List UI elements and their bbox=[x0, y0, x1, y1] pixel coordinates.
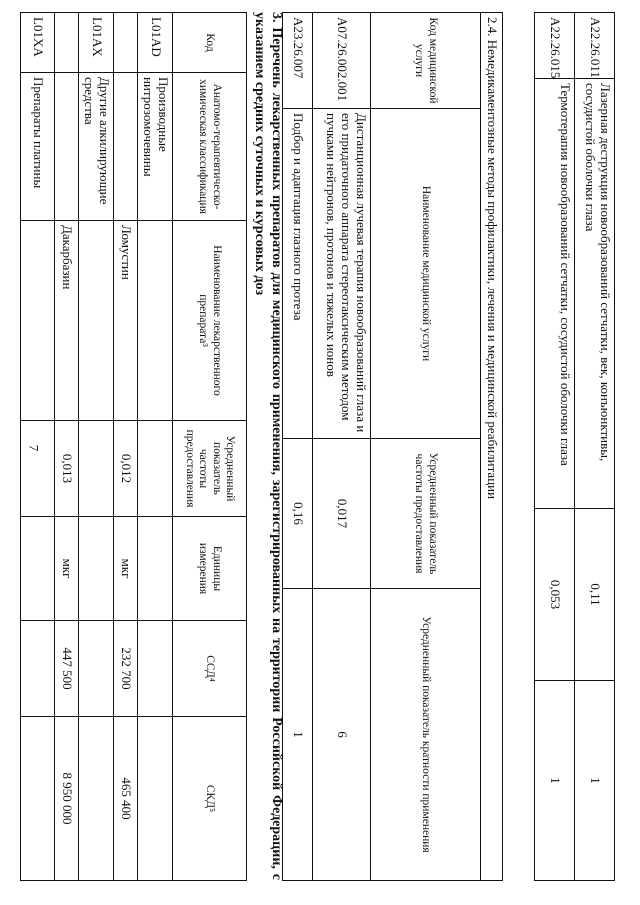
frequency-value: 0,053 bbox=[535, 509, 575, 681]
table-drugs bbox=[20, 12, 247, 881]
atc-group bbox=[114, 73, 138, 221]
header-drug-name: Наименование лекарственного препарата³ bbox=[173, 221, 247, 421]
table-row bbox=[79, 13, 114, 881]
skd-value bbox=[138, 717, 173, 881]
ssd-value bbox=[79, 621, 114, 717]
skd-value bbox=[79, 717, 114, 881]
frequency-value: 0,013 bbox=[55, 421, 79, 517]
table-previous bbox=[534, 12, 615, 881]
multiplicity-value: 1 bbox=[283, 589, 313, 881]
table-row bbox=[21, 13, 55, 881]
table-row bbox=[313, 13, 371, 881]
atc-code bbox=[55, 13, 79, 73]
frequency-value: 0,11 bbox=[575, 509, 615, 681]
service-code: A22.26.011 bbox=[575, 13, 615, 79]
unit-value bbox=[79, 517, 114, 621]
header-code: Код bbox=[173, 13, 247, 73]
atc-group: Другие алкилирующие средства bbox=[79, 73, 114, 221]
table-row bbox=[138, 13, 173, 881]
table-row bbox=[535, 13, 575, 881]
skd-value bbox=[21, 717, 55, 881]
multiplicity-value: 1 bbox=[575, 681, 615, 881]
header-service-name: Наименование медицинской услуги bbox=[371, 109, 481, 439]
table-row bbox=[55, 13, 79, 881]
table-row bbox=[114, 13, 138, 881]
atc-group: Производные нитрозомочевины bbox=[138, 73, 173, 221]
drug-name bbox=[79, 221, 114, 421]
table-nonmedicinal-methods bbox=[282, 12, 503, 881]
frequency-value bbox=[138, 421, 173, 517]
table-row bbox=[575, 13, 615, 881]
service-code: A23.26.007 bbox=[283, 13, 313, 109]
service-name: Термотерапия новообразований сетчатки, сосудистой оболочки глаза bbox=[535, 79, 575, 509]
unit-value: мкг bbox=[114, 517, 138, 621]
header-ssd: ССД⁴ bbox=[173, 621, 247, 717]
service-name: Лазерная деструкция новообразований сетчатки, век, конъюнктивы, сосудистой оболочки глаза bbox=[575, 79, 615, 509]
multiplicity-value: 1 bbox=[535, 681, 575, 881]
unit-value bbox=[138, 517, 173, 621]
table-header-row bbox=[371, 13, 481, 881]
ssd-value: 447 500 bbox=[55, 621, 79, 717]
table-row bbox=[283, 13, 313, 881]
ssd-value bbox=[138, 621, 173, 717]
drug-name bbox=[138, 221, 173, 421]
header-service-code: Код медицинской услуги bbox=[371, 13, 481, 109]
skd-value: 8 950 000 bbox=[55, 717, 79, 881]
frequency-value bbox=[21, 421, 55, 517]
header-frequency: Усредненный показатель частоты предоставления bbox=[173, 421, 247, 517]
frequency-value: 0,017 bbox=[313, 439, 371, 589]
service-name: Дистанционная лучевая терапия новообразований глаза и его придаточного аппарата стереотаксическим методом пучками нейтронов, протонов и тяжелых ионов bbox=[313, 109, 371, 439]
ssd-value bbox=[21, 621, 55, 717]
frequency-value: 0,16 bbox=[283, 439, 313, 589]
ssd-value: 232 700 bbox=[114, 621, 138, 717]
atc-code: L01AX bbox=[79, 13, 114, 73]
atc-group: Препараты платины bbox=[21, 73, 55, 221]
drug-name: Ломустин bbox=[114, 221, 138, 421]
atc-code: L01AD bbox=[138, 13, 173, 73]
service-code: A07.26.002.001 bbox=[313, 13, 371, 109]
service-code: A22.26.015 bbox=[535, 13, 575, 79]
atc-code bbox=[114, 13, 138, 73]
service-name: Подбор и адаптация глазного протеза bbox=[283, 109, 313, 439]
section-3-heading: 3. Перечень лекарственных препаратов для медицинского применения, зарегистрированных на территории Российской Федерации, с указанием средних суточных и курсовых доз bbox=[252, 12, 284, 880]
drug-name bbox=[21, 221, 55, 421]
page-number: 7 bbox=[26, 444, 42, 452]
skd-value: 465 400 bbox=[114, 717, 138, 881]
atc-group bbox=[55, 73, 79, 221]
multiplicity-value: 6 bbox=[313, 589, 371, 881]
section-title-row bbox=[481, 13, 503, 881]
header-atc: Анатомо-терапевтическо-химическая классификация bbox=[173, 73, 247, 221]
rotated-page bbox=[10, 10, 615, 885]
table-header-row bbox=[173, 13, 247, 881]
atc-code: L01XA bbox=[21, 13, 55, 73]
frequency-value: 0,012 bbox=[114, 421, 138, 517]
section-title: 2.4. Немедикаментозные методы профилактики, лечения и медицинской реабилитации bbox=[481, 13, 503, 881]
drug-name: Дакарбазин bbox=[55, 221, 79, 421]
header-skd: СКД⁵ bbox=[173, 717, 247, 881]
header-frequency: Усредненный показатель частоты предоставления bbox=[371, 439, 481, 589]
header-unit: Единицы измерения bbox=[173, 517, 247, 621]
header-multiplicity: Усредненный показатель кратности применения bbox=[371, 589, 481, 881]
unit-value: мкг bbox=[55, 517, 79, 621]
frequency-value bbox=[79, 421, 114, 517]
unit-value bbox=[21, 517, 55, 621]
